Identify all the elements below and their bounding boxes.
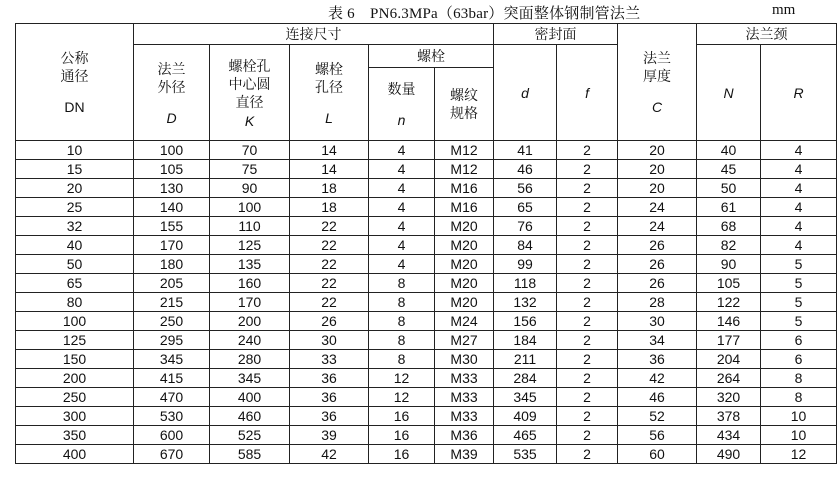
table-cell: M20 xyxy=(435,255,494,274)
table-cell: 132 xyxy=(494,293,557,312)
table-row xyxy=(16,236,837,255)
table-cell: 8 xyxy=(761,369,837,388)
table-cell: 52 xyxy=(618,407,697,426)
table-cell: 211 xyxy=(494,350,557,369)
table-cell: 16 xyxy=(369,445,435,464)
table-cell: 204 xyxy=(697,350,761,369)
table-cell: 41 xyxy=(494,141,557,160)
table-cell: 100 xyxy=(210,198,290,217)
table-cell: 5 xyxy=(761,274,837,293)
table-cell: 400 xyxy=(16,445,134,464)
table-cell: 2 xyxy=(557,217,618,236)
table-cell: 36 xyxy=(290,369,369,388)
table-cell: 18 xyxy=(290,179,369,198)
table-cell: 56 xyxy=(618,426,697,445)
table-cell: 80 xyxy=(16,293,134,312)
header-connection: 连接尺寸 xyxy=(134,24,494,45)
table-cell: 345 xyxy=(134,350,210,369)
header-flange-thickness-label: 法兰 厚度 xyxy=(643,50,672,84)
table-row xyxy=(16,426,837,445)
table-cell: 34 xyxy=(618,331,697,350)
table-cell: 530 xyxy=(134,407,210,426)
table-cell: M12 xyxy=(435,160,494,179)
table-row xyxy=(16,331,837,350)
table-row xyxy=(16,198,837,217)
table-cell: 200 xyxy=(210,312,290,331)
table-cell: 60 xyxy=(618,445,697,464)
table-cell: 350 xyxy=(16,426,134,445)
header-bolt-thread-label: 螺纹 规格 xyxy=(450,87,479,121)
table-cell: 30 xyxy=(618,312,697,331)
header-seal-f: f xyxy=(557,45,618,141)
table-cell: 4 xyxy=(761,198,837,217)
table-cell: 8 xyxy=(369,350,435,369)
table-cell: 26 xyxy=(618,236,697,255)
table-title: 表 6 PN6.3MPa（63bar）突面整体钢制管法兰 xyxy=(328,6,641,22)
table-cell: 2 xyxy=(557,274,618,293)
table-row xyxy=(16,369,837,388)
table-cell: 26 xyxy=(618,255,697,274)
table-cell: 378 xyxy=(697,407,761,426)
table-row xyxy=(16,141,837,160)
table-cell: 2 xyxy=(557,331,618,350)
table-cell: 46 xyxy=(618,388,697,407)
table-cell: 105 xyxy=(134,160,210,179)
table-cell: 345 xyxy=(210,369,290,388)
table-cell: M20 xyxy=(435,217,494,236)
table-cell: 24 xyxy=(618,217,697,236)
table-cell: 460 xyxy=(210,407,290,426)
table-cell: M16 xyxy=(435,179,494,198)
table-cell: 415 xyxy=(134,369,210,388)
table-cell: 8 xyxy=(369,312,435,331)
table-cell: 8 xyxy=(369,331,435,350)
header-bolt-circle xyxy=(210,45,290,141)
table-cell: M33 xyxy=(435,388,494,407)
table-cell: 70 xyxy=(210,141,290,160)
table-cell: 146 xyxy=(697,312,761,331)
table-cell: 130 xyxy=(134,179,210,198)
table-row xyxy=(16,179,837,198)
table-caption xyxy=(0,0,840,22)
table-cell: 170 xyxy=(210,293,290,312)
table-cell: 8 xyxy=(761,388,837,407)
header-dn-code: DN xyxy=(64,99,85,115)
table-cell: M36 xyxy=(435,426,494,445)
table-cell: 156 xyxy=(494,312,557,331)
table-cell: M39 xyxy=(435,445,494,464)
table-cell: 170 xyxy=(134,236,210,255)
table-cell: 2 xyxy=(557,407,618,426)
header-bolt-hole-code: L xyxy=(325,109,333,126)
table-cell: 46 xyxy=(494,160,557,179)
table-cell: 4 xyxy=(369,198,435,217)
table-cell: 84 xyxy=(494,236,557,255)
table-row xyxy=(16,350,837,369)
table-cell: M20 xyxy=(435,293,494,312)
table-cell: 295 xyxy=(134,331,210,350)
header-flange-thickness xyxy=(618,24,697,141)
table-cell: 82 xyxy=(697,236,761,255)
table-cell: 184 xyxy=(494,331,557,350)
header-bolt-group: 螺栓 xyxy=(369,45,494,68)
table-cell: 2 xyxy=(557,160,618,179)
header-flange-thickness-code: C xyxy=(651,99,663,115)
table-cell: 42 xyxy=(290,445,369,464)
table-cell: 434 xyxy=(697,426,761,445)
table-cell: 585 xyxy=(210,445,290,464)
table-cell: 105 xyxy=(697,274,761,293)
table-cell: 56 xyxy=(494,179,557,198)
table-cell: 4 xyxy=(761,217,837,236)
table-cell: 180 xyxy=(134,255,210,274)
table-row xyxy=(16,407,837,426)
table-cell: 118 xyxy=(494,274,557,293)
table-cell: 20 xyxy=(618,141,697,160)
table-cell: 2 xyxy=(557,255,618,274)
table-cell: 50 xyxy=(697,179,761,198)
table-row xyxy=(16,388,837,407)
table-cell: 2 xyxy=(557,312,618,331)
table-cell: 125 xyxy=(210,236,290,255)
table-cell: 250 xyxy=(134,312,210,331)
table-cell: 2 xyxy=(557,445,618,464)
table-cell: 40 xyxy=(697,141,761,160)
table-cell: M20 xyxy=(435,236,494,255)
table-cell: 2 xyxy=(557,198,618,217)
table-cell: 99 xyxy=(494,255,557,274)
header-flange-neck: 法兰颈 xyxy=(697,24,837,45)
table-cell: 250 xyxy=(16,388,134,407)
table-cell: 33 xyxy=(290,350,369,369)
table-cell: 18 xyxy=(290,198,369,217)
table-cell: 200 xyxy=(16,369,134,388)
table-cell: 215 xyxy=(134,293,210,312)
table-cell: 400 xyxy=(210,388,290,407)
table-cell: 122 xyxy=(697,293,761,312)
flange-dimension-table xyxy=(15,23,837,464)
table-cell: M20 xyxy=(435,274,494,293)
table-cell: 28 xyxy=(618,293,697,312)
table-cell: 15 xyxy=(16,160,134,179)
header-dn-label: 公称 通径 xyxy=(60,50,89,84)
table-cell: 32 xyxy=(16,217,134,236)
table-cell: 4 xyxy=(761,160,837,179)
header-seal-face: 密封面 xyxy=(494,24,618,45)
table-cell: 12 xyxy=(369,388,435,407)
header-flange-od-code: D xyxy=(166,109,177,126)
table-cell: 465 xyxy=(494,426,557,445)
table-cell: 2 xyxy=(557,369,618,388)
table-cell: 22 xyxy=(290,274,369,293)
header-bolt-hole xyxy=(290,45,369,141)
table-cell: 490 xyxy=(697,445,761,464)
table-cell: 36 xyxy=(290,407,369,426)
table-row xyxy=(16,274,837,293)
table-cell: 4 xyxy=(369,217,435,236)
table-cell: 36 xyxy=(618,350,697,369)
table-cell: 14 xyxy=(290,141,369,160)
table-body xyxy=(16,141,837,464)
table-cell: 2 xyxy=(557,179,618,198)
table-cell: 125 xyxy=(16,331,134,350)
table-cell: 65 xyxy=(16,274,134,293)
header-bolt-qty-label: 数量 xyxy=(387,81,416,97)
table-cell: 45 xyxy=(697,160,761,179)
table-cell: 10 xyxy=(761,426,837,445)
header-bolt-qty xyxy=(369,68,435,141)
table-cell: 280 xyxy=(210,350,290,369)
table-cell: 535 xyxy=(494,445,557,464)
table-cell: 670 xyxy=(134,445,210,464)
table-cell: M24 xyxy=(435,312,494,331)
table-cell: 100 xyxy=(16,312,134,331)
table-cell: 470 xyxy=(134,388,210,407)
table-cell: 320 xyxy=(697,388,761,407)
table-cell: 264 xyxy=(697,369,761,388)
table-cell: 68 xyxy=(697,217,761,236)
table-cell: 12 xyxy=(761,445,837,464)
header-flange-od xyxy=(134,45,210,141)
table-cell: M12 xyxy=(435,141,494,160)
table-cell: 39 xyxy=(290,426,369,445)
table-cell: 36 xyxy=(290,388,369,407)
table-cell: 20 xyxy=(618,179,697,198)
table-cell: 50 xyxy=(16,255,134,274)
table-cell: 150 xyxy=(16,350,134,369)
table-cell: 24 xyxy=(618,198,697,217)
table-cell: 177 xyxy=(697,331,761,350)
table-cell: M30 xyxy=(435,350,494,369)
header-dn xyxy=(16,24,134,141)
table-cell: M33 xyxy=(435,369,494,388)
table-cell: 100 xyxy=(134,141,210,160)
table-cell: 155 xyxy=(134,217,210,236)
table-cell: 16 xyxy=(369,407,435,426)
table-cell: 2 xyxy=(557,293,618,312)
table-cell: 10 xyxy=(16,141,134,160)
table-cell: 2 xyxy=(557,236,618,255)
header-bolt-circle-label: 螺栓孔 中心圆 直径 xyxy=(228,57,271,110)
table-cell: M27 xyxy=(435,331,494,350)
table-cell: 345 xyxy=(494,388,557,407)
table-cell: 6 xyxy=(761,331,837,350)
table-cell: 26 xyxy=(290,312,369,331)
table-cell: 26 xyxy=(618,274,697,293)
header-seal-d: d xyxy=(494,45,557,141)
table-cell: 140 xyxy=(134,198,210,217)
table-cell: 600 xyxy=(134,426,210,445)
table-cell: 22 xyxy=(290,236,369,255)
table-cell: 22 xyxy=(290,255,369,274)
table-cell: 4 xyxy=(761,236,837,255)
table-cell: 20 xyxy=(16,179,134,198)
table-cell: 135 xyxy=(210,255,290,274)
table-cell: 16 xyxy=(369,426,435,445)
table-row xyxy=(16,217,837,236)
table-cell: 14 xyxy=(290,160,369,179)
table-cell: 12 xyxy=(369,369,435,388)
table-cell: 75 xyxy=(210,160,290,179)
table-cell: 10 xyxy=(761,407,837,426)
table-cell: 30 xyxy=(290,331,369,350)
unit-label: mm xyxy=(772,2,796,18)
table-row xyxy=(16,293,837,312)
table-cell: 22 xyxy=(290,217,369,236)
table-cell: 160 xyxy=(210,274,290,293)
table-cell: 110 xyxy=(210,217,290,236)
table-cell: 300 xyxy=(16,407,134,426)
table-cell: 5 xyxy=(761,312,837,331)
table-cell: 4 xyxy=(369,255,435,274)
table-cell: 284 xyxy=(494,369,557,388)
table-cell: 4 xyxy=(761,141,837,160)
table-cell: M16 xyxy=(435,198,494,217)
header-bolt-thread xyxy=(435,68,494,141)
table-cell: 90 xyxy=(697,255,761,274)
header-neck-n: N xyxy=(697,45,761,141)
table-cell: 90 xyxy=(210,179,290,198)
table-cell: 8 xyxy=(369,274,435,293)
table-cell: 40 xyxy=(16,236,134,255)
table-cell: 2 xyxy=(557,350,618,369)
table-cell: 525 xyxy=(210,426,290,445)
header-flange-od-label: 法兰 外径 xyxy=(157,60,186,95)
table-cell: 4 xyxy=(761,179,837,198)
table-cell: 4 xyxy=(369,141,435,160)
table-cell: 4 xyxy=(369,236,435,255)
table-cell: 4 xyxy=(369,179,435,198)
table-cell: 205 xyxy=(134,274,210,293)
table-cell: 42 xyxy=(618,369,697,388)
table-cell: M33 xyxy=(435,407,494,426)
table-row xyxy=(16,160,837,179)
header-bolt-circle-code: K xyxy=(244,112,255,129)
header-bolt-hole-label: 螺栓 孔径 xyxy=(315,60,343,95)
table-row xyxy=(16,312,837,331)
table-cell: 25 xyxy=(16,198,134,217)
table-cell: 61 xyxy=(697,198,761,217)
table-cell: 8 xyxy=(369,293,435,312)
table-cell: 65 xyxy=(494,198,557,217)
table-cell: 5 xyxy=(761,255,837,274)
table-cell: 2 xyxy=(557,388,618,407)
table-cell: 6 xyxy=(761,350,837,369)
table-row xyxy=(16,255,837,274)
header-bolt-qty-code: n xyxy=(397,112,406,128)
table-row xyxy=(16,445,837,464)
table-cell: 409 xyxy=(494,407,557,426)
table-cell: 240 xyxy=(210,331,290,350)
table-cell: 2 xyxy=(557,426,618,445)
header-neck-r: R xyxy=(761,45,837,141)
table-cell: 2 xyxy=(557,141,618,160)
table-cell: 22 xyxy=(290,293,369,312)
table-cell: 76 xyxy=(494,217,557,236)
table-cell: 20 xyxy=(618,160,697,179)
table-cell: 5 xyxy=(761,293,837,312)
table-cell: 4 xyxy=(369,160,435,179)
